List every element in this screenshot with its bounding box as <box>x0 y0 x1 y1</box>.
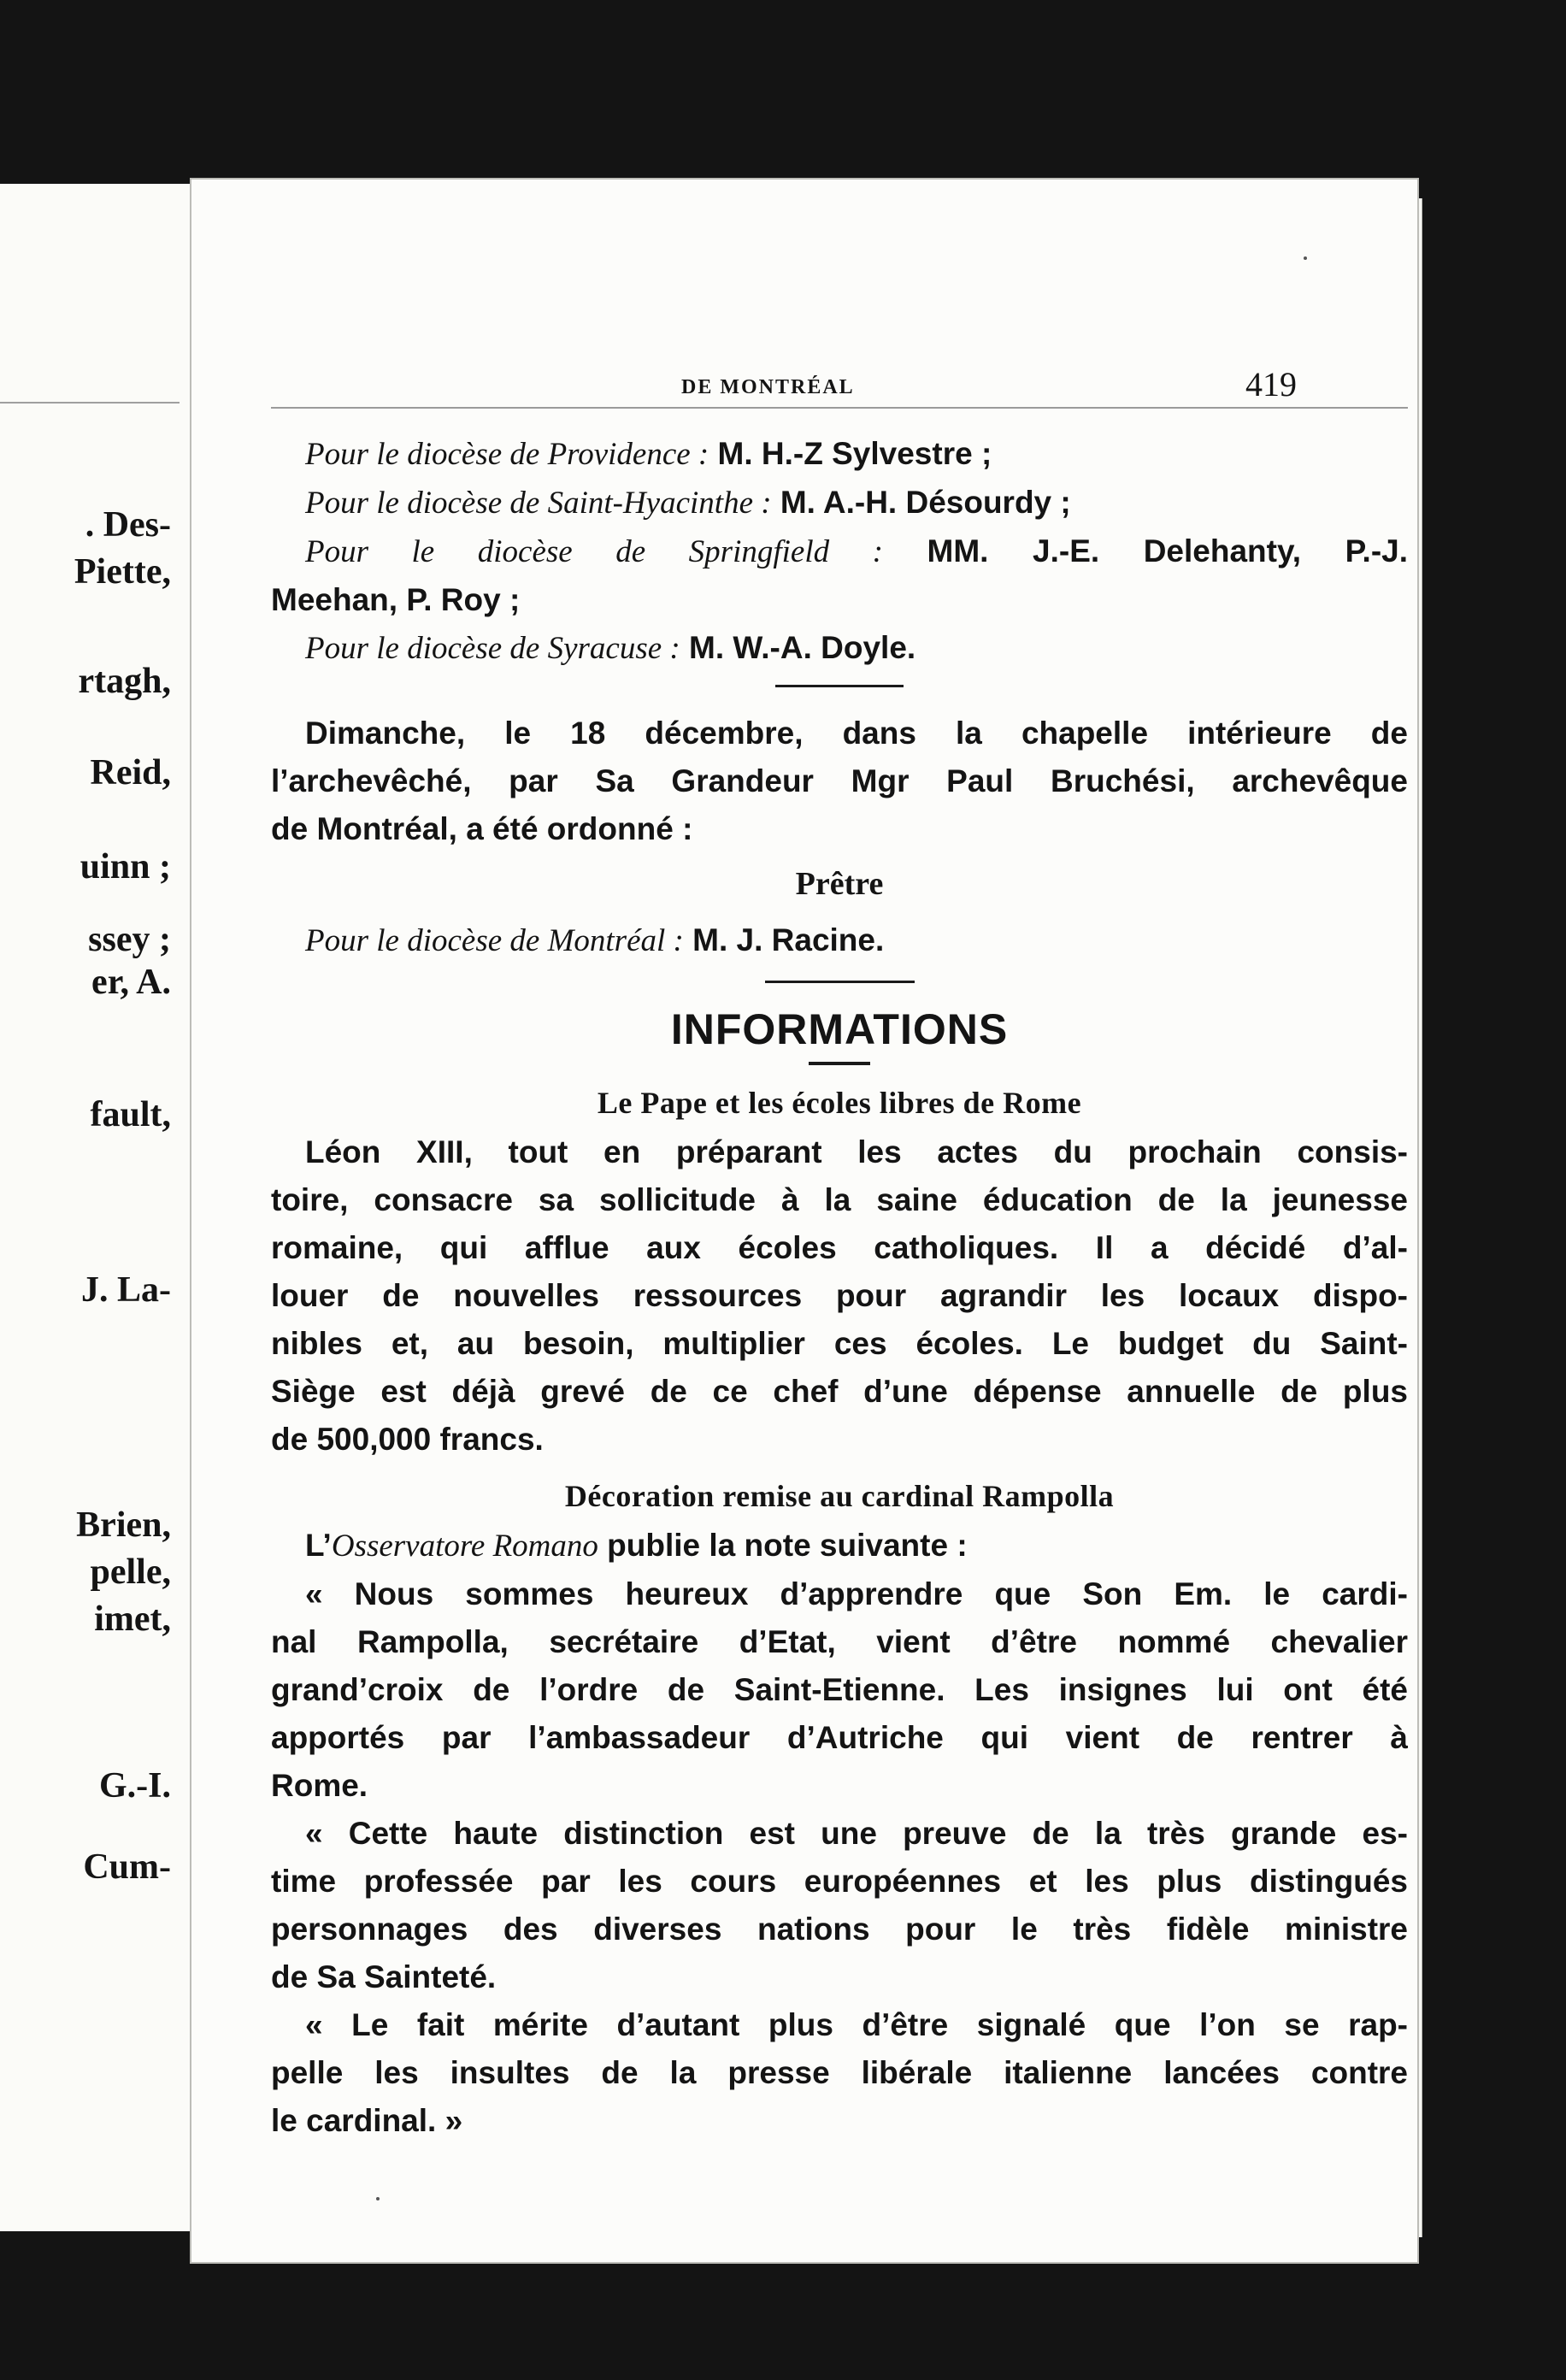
sunday-line: de Montréal, a été ordonné : <box>271 811 693 846</box>
article-line: time professée par les cours européennes et les plus distingués <box>271 1864 1408 1899</box>
pretre-heading: Prêtre <box>795 866 884 902</box>
section-divider <box>775 685 904 687</box>
article-title: Décoration remise au cardinal Rampolla <box>564 1479 1115 1513</box>
ordinand-names: M. J. Racine. <box>692 922 885 957</box>
left-fragment: Piette, <box>74 552 171 592</box>
article-line: pelle les insultes de la presse libérale italienne lancées contre <box>271 2055 1408 2090</box>
intro-suffix: publie la note suivante : <box>598 1528 968 1563</box>
diocese-label: Pour le diocèse de Syracuse : <box>305 631 680 666</box>
article-line: de 500,000 francs. <box>271 1422 544 1457</box>
ordination-springfield <box>271 527 1408 576</box>
diocese-label: Pour le diocèse de Saint-Hyacinthe : <box>305 486 772 521</box>
left-fragment: Reid, <box>90 753 171 792</box>
page-header <box>271 357 1408 409</box>
left-fragment: Cum- <box>83 1847 171 1887</box>
intro-prefix: L’ <box>305 1528 332 1563</box>
left-fragment: fault, <box>90 1095 171 1134</box>
left-fragment: . Des- <box>85 505 171 545</box>
left-fragment: rtagh, <box>78 662 171 701</box>
article-line: « Cette haute distinction est une preuve de la très grande es- <box>305 1816 1408 1851</box>
article-line: romaine, qui afflue aux écoles catholiques. Il a décidé d’al- <box>271 1230 1408 1265</box>
article-line: personnages des diverses nations pour le très fidèle ministre <box>271 1912 1408 1947</box>
speck <box>1304 256 1307 260</box>
ordination-syracuse <box>271 624 1408 673</box>
left-page-header-rule <box>0 402 180 404</box>
left-fragment: pelle, <box>90 1552 171 1592</box>
ordination-montreal <box>271 916 1408 965</box>
left-fragment: ssey ; <box>88 920 171 959</box>
section-divider <box>765 981 915 983</box>
article-line: toire, consacre sa sollicitude à la saine éducation de la jeunesse <box>271 1182 1408 1217</box>
article-intro <box>271 1522 1408 1570</box>
article-line: louer de nouvelles ressources pour agrandir les locaux dispo- <box>271 1278 1408 1313</box>
ordinand-names: MM. J.-E. Delehanty, P.-J. <box>927 533 1408 568</box>
left-fragment: G.-I. <box>99 1766 171 1806</box>
article-title: Le Pape et les écoles libres de Rome <box>597 1086 1082 1120</box>
article-line: nal Rampolla, secrétaire d’Etat, vient d’être nommé chevalier <box>271 1624 1408 1659</box>
article-line: Siège est déjà grevé de ce chef d’une dépense annuelle de plus <box>271 1374 1408 1409</box>
body-text <box>271 430 1408 2145</box>
sunday-line: Dimanche, le 18 décembre, dans la chapelle intérieure de <box>305 716 1408 751</box>
diocese-label: Pour le diocèse de Providence : <box>305 437 709 472</box>
right-page <box>190 178 1419 2264</box>
left-fragment: Brien, <box>76 1505 171 1545</box>
diocese-label: Pour le diocèse de Springfield : <box>305 534 883 569</box>
newspaper-name: Osservatore Romano <box>331 1529 598 1564</box>
article-line: de Sa Sainteté. <box>271 1959 497 1994</box>
ordination-saint-hyacinthe <box>271 479 1408 527</box>
sunday-line: l’archevêché, par Sa Grandeur Mgr Paul Bruchési, archevêque <box>271 763 1408 798</box>
informations-title: INFORMATIONS <box>670 1005 1009 1053</box>
left-page <box>0 184 197 2231</box>
ordinand-names: M. W.-A. Doyle. <box>689 630 916 665</box>
left-fragment: imet, <box>94 1599 171 1639</box>
article-line: Léon XIII, tout en préparant les actes du prochain consis- <box>305 1134 1408 1169</box>
article-line: le cardinal. » <box>271 2103 463 2138</box>
ordination-providence <box>271 430 1408 479</box>
article-line: grand’croix de l’ordre de Saint-Etienne. Les insignes lui ont été <box>271 1672 1408 1707</box>
ordination-springfield-cont: Meehan, P. Roy ; <box>271 582 521 617</box>
title-underline <box>809 1062 870 1065</box>
article-line: apportés par l’ambassadeur d’Autriche qui vient de rentrer à <box>271 1720 1408 1755</box>
header-rule <box>271 407 1408 409</box>
ordinand-names: M. A.-H. Désourdy ; <box>780 485 1071 520</box>
diocese-label: Pour le diocèse de Montréal : <box>305 923 684 958</box>
article-line: « Le fait mérite d’autant plus d’être signalé que l’on se rap- <box>305 2007 1408 2042</box>
ordinand-names: M. H.-Z Sylvestre ; <box>717 436 992 471</box>
article-line: nibles et, au besoin, multiplier ces écoles. Le budget du Saint- <box>271 1326 1408 1361</box>
left-fragment: J. La- <box>81 1270 171 1310</box>
running-title: DE MONTRÉAL <box>681 376 855 398</box>
article-line: Rome. <box>271 1768 368 1803</box>
left-fragment: uinn ; <box>79 847 171 887</box>
article-line: « Nous sommes heureux d’apprendre que Son Em. le cardi- <box>305 1576 1408 1611</box>
speck <box>376 2197 380 2200</box>
left-fragment: er, A. <box>91 963 171 1002</box>
page-number: 419 <box>1245 365 1297 404</box>
